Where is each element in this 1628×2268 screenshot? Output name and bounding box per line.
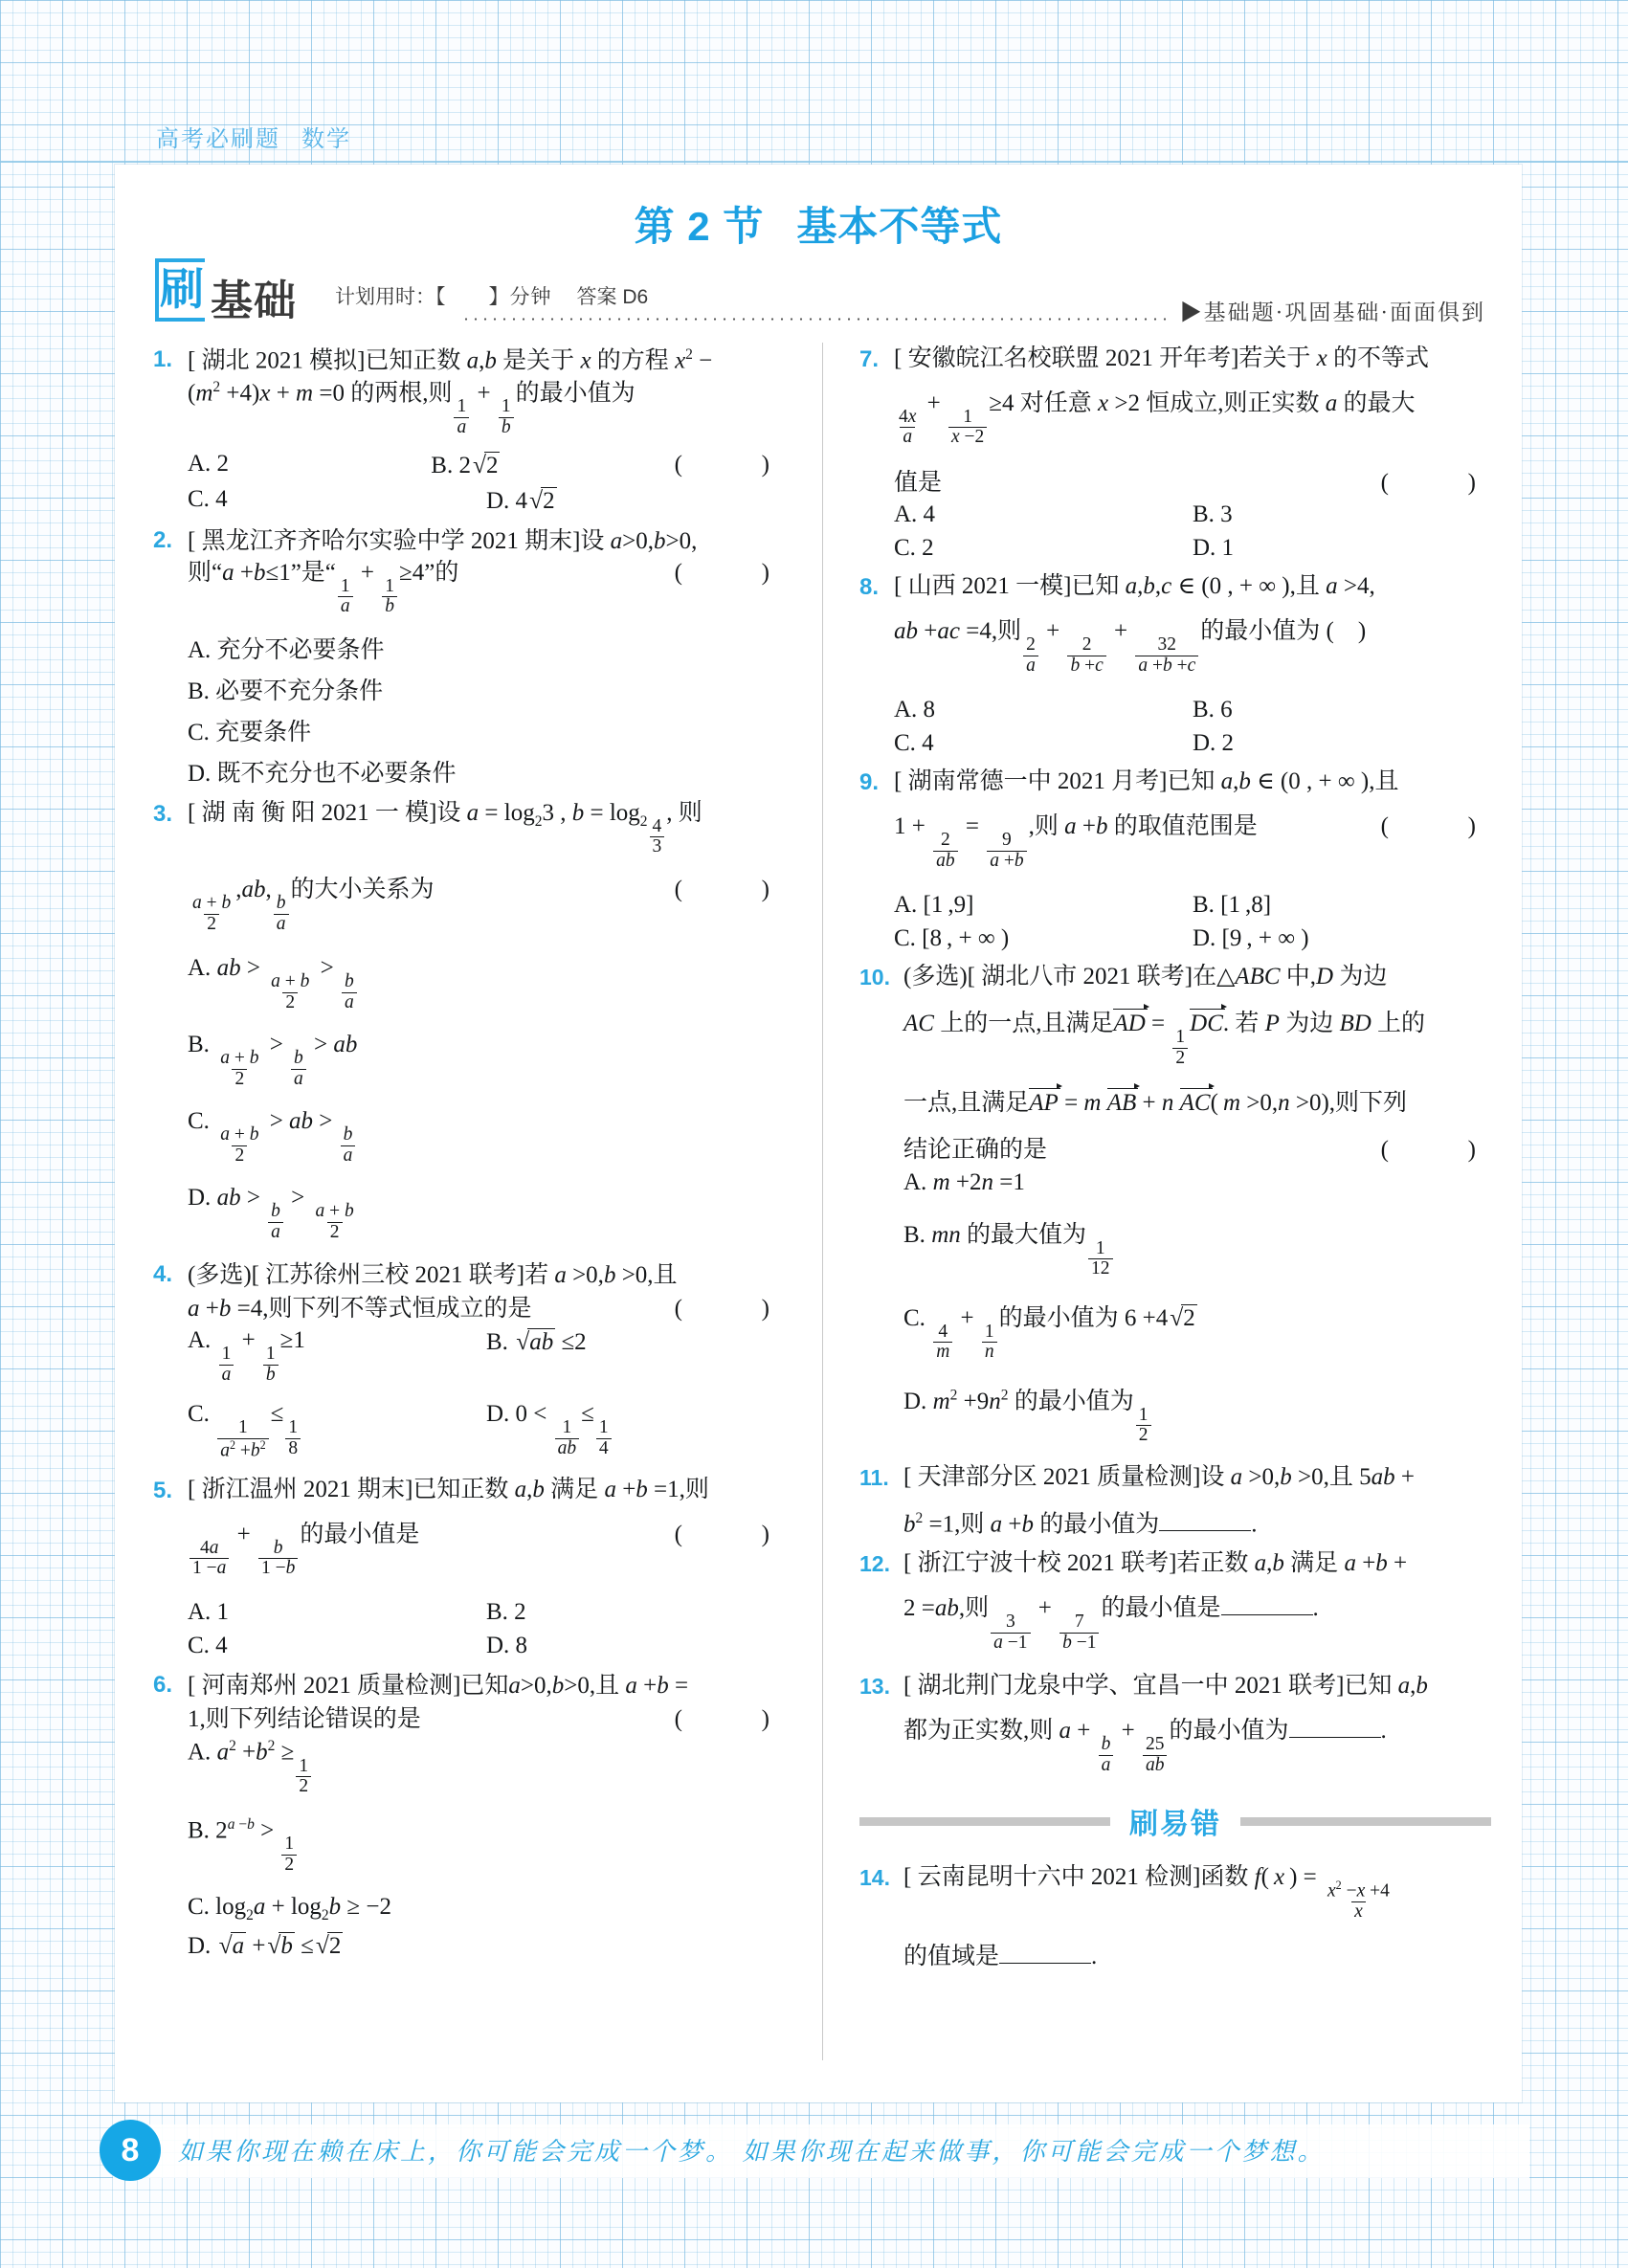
question-2: 2. [ 黑龙江齐齐哈尔实验中学 2021 期末]设 a>0,b>0, 则“a +b≤1”是“ $\frac{1}{a}$ + $\frac{1}{b}$ ≥4”的 ( ) A. 充分不必要条件 B. 必要不充分条件 C. 充要条件 D. 既不充分也不必要条件: [153, 527, 785, 787]
option-d[interactable]: D. √a +√b ≤√2: [188, 1931, 342, 1959]
question-10: 10. (多选)[ 湖北八市 2021 联考]在△ABC 中,D 为边 AC 上的一点,且满足AD = $\frac{1}{2}$ DC . 若 P 为边 BD 上的 一点,且满足AP = m AB + n AC ( m >0,n >0),则下列 结论正确的是 ( ) A. m +2n =1 B. mn 的最大值为 $\frac{1}{12}$ C. $\frac{4}{m}$ + $\frac{1}{n}$ 的最小值为 6 +4√2 D. $m^2 +9n^2$ 的最小值为 $\frac{1}{2}$: [859, 964, 1491, 1446]
section-number: 第 2 节: [634, 204, 765, 249]
question-1: 1. [ 湖北 2021 模拟]已知正数 a,b 是关于 x 的方程 $x^2$ − $(m^2 +4)x + m =0$ 的两根,则 $\frac{1}{a}$ + $\frac{1}{b}$ 的最小值为 ( ) A. 2 B. 2√2 C. 4 D. 4√2: [153, 346, 785, 515]
banner-word: 基础: [211, 278, 297, 324]
question-8: 8. [ 山西 2021 一模]已知 a,b,c ∈ (0 , + ∞ ),且 a >4, ab +ac =4,则 $\frac{2}{a}$ + $\frac{2}{b +c}$ + $\frac{32}{a +b +c}$ 的最小值为 ( ) A. 8 B. 6 C. 4 D. 2: [859, 574, 1491, 757]
question-source: [ 湖北八市 2021 联考]: [967, 964, 1193, 990]
question-number: 11.: [859, 1464, 889, 1490]
answer-bracket[interactable]: ( ): [1380, 813, 1491, 840]
answer-bracket[interactable]: ( ): [674, 1295, 785, 1322]
question-4: 4. (多选)[ 江苏徐州三校 2021 联考]若 a >0,b >0,且 a +b =4,则下列不等式恒成立的是 ( ) A. $\frac{1}{a}$ + $\frac{1}{b}$ ≥1 B. √ab ≤2 C. $\frac{1}{a^2 +b^2}$ ≤ $\frac{1}{8}$ D. 0 < $\frac{1}{ab}$ ≤ $\frac{1}{4}$: [153, 1261, 785, 1461]
book-title: 高考必刷题: [156, 126, 280, 152]
option-a[interactable]: A. $\frac{1}{a}$ + $\frac{1}{b}$ ≥1: [188, 1327, 305, 1385]
multi-choice-tag: (多选): [188, 1262, 252, 1289]
question-source: [ 浙江宁波十校 2021 联考]: [903, 1550, 1177, 1577]
question-number: 1.: [153, 346, 173, 372]
answer-bracket[interactable]: ( ): [1326, 618, 1367, 645]
two-column-body: [153, 346, 1491, 2069]
practice-banner: [155, 258, 1485, 327]
column-divider: [822, 343, 823, 2060]
option-a[interactable]: A. 充分不必要条件: [188, 636, 385, 663]
question-source: [ 黑龙江齐齐哈尔实验中学 2021 期末]: [188, 528, 581, 555]
option-c[interactable]: C. 4: [894, 730, 934, 757]
question-source: [ 云南昆明十六中 2021 检测]: [903, 1864, 1201, 1891]
plan-bracket: 【 】分钟: [435, 286, 552, 308]
question-number: 7.: [859, 346, 880, 372]
left-column: [153, 346, 785, 1972]
option-d[interactable]: D. 0 < $\frac{1}{ab}$ ≤ $\frac{1}{4}$: [486, 1401, 785, 1460]
question-number: 6.: [153, 1672, 173, 1699]
question-9: 9. [ 湖南常德一中 2021 月考]已知 a,b ∈ (0 , + ∞ ),且 1 + $\frac{2}{ab}$ = $\frac{9}{a +b}$ ,则 a +b 的取值范围是 ( ) A. [1 ,9] B. [1 ,8] C. [8 , + ∞ ) D. [9 , + ∞ ): [859, 768, 1491, 952]
option-d[interactable]: D. 4√2: [486, 486, 555, 515]
question-number: 12.: [859, 1551, 890, 1577]
question-number: 4.: [153, 1261, 173, 1288]
option-a[interactable]: A. ab > $\frac{a + b}{2}$ > $\frac{b}{a}$: [188, 955, 785, 1012]
option-a[interactable]: A. 4: [894, 501, 936, 528]
option-b[interactable]: B. $\frac{a + b}{2}$ > $\frac{b}{a}$ > ab: [188, 1032, 358, 1089]
banner-dotted-rule: [461, 318, 1170, 321]
header-rule: [0, 161, 1628, 163]
question-source: [ 湖北 2021 模拟]: [188, 347, 366, 374]
question-6: 6. [ 河南郑州 2021 质量检测]已知a>0,b>0,且 a +b = 1,则下列结论错误的是 ( ) A. $a^2 +b^2$ ≥ $\frac{1}{2}$ B. $2^{a -b}$ > $\frac{1}{2}$ C. $\log_2a + \log_2b \ge -2$ D. √a +√b ≤√2: [153, 1672, 785, 1959]
question-number: 2.: [153, 527, 173, 554]
option-b[interactable]: B. 2√2: [431, 451, 499, 479]
answer-bracket[interactable]: ( ): [1380, 1137, 1491, 1164]
question-13: 13. [ 湖北荆门龙泉中学、宜昌一中 2021 联考]已知 a,b 都为正实数,则 a + $\frac{b}{a}$ + $\frac{25}{ab}$ 的最小值为 .: [859, 1673, 1428, 1775]
answer-blank[interactable]: [1159, 1530, 1251, 1531]
subject-label: 数学: [301, 126, 351, 152]
question-7: 7. [ 安徽皖江名校联盟 2021 开年考]若关于 x 的不等式 $\frac{4x}{a}$ + $\frac{1}{x -2}$ ≥4 对任意 x >2 恒成立,则正实数 a 的最大 值是 ( ) A. 4 B. 3 C. 2 D. 1: [859, 345, 1491, 562]
question-source: [ 天津部分区 2021 质量检测]: [903, 1463, 1201, 1490]
question-source: [ 浙江温州 2021 期末]: [188, 1476, 413, 1502]
option-a[interactable]: A. 2: [188, 451, 230, 478]
question-source: [ 湖南常德一中 2021 月考]: [894, 768, 1168, 795]
answer-bracket[interactable]: ( ): [674, 1521, 785, 1547]
page-footer: [0, 2117, 1628, 2191]
option-b[interactable]: B. 2: [486, 1599, 526, 1626]
question-number: 5.: [153, 1477, 173, 1503]
option-d[interactable]: D. 8: [486, 1633, 528, 1659]
option-b[interactable]: B. √ab ≤2: [486, 1327, 587, 1356]
footer-motto: 如果你现在赖在床上，你可能会完成一个梦。 如果你现在起来做事，你可能会完成一个梦想。: [178, 2138, 1326, 2166]
question-14: 14. [ 云南昆明十六中 2021 检测]函数 f( x ) = $\frac{x^2 -x +4}{x}$ 的值域是 .: [859, 1864, 1390, 1970]
option-d[interactable]: D. 2: [1193, 730, 1235, 757]
option-c[interactable]: C. $\frac{1}{a^2 +b^2}$ ≤ $\frac{1}{8}$: [188, 1401, 486, 1460]
section-title-text: 基本不等式: [796, 204, 1003, 249]
answer-blank[interactable]: [1289, 1737, 1381, 1738]
brush-badge-icon: [155, 258, 205, 322]
option-c[interactable]: C. [8 , + ∞ ): [894, 925, 1010, 952]
question-source: [ 湖北荆门龙泉中学、宜昌一中 2021 联考]: [903, 1673, 1345, 1700]
option-b[interactable]: B. [1 ,8]: [1193, 892, 1272, 919]
plan-label: 计划用时：: [335, 286, 435, 308]
option-c[interactable]: C. 4: [188, 1633, 228, 1659]
option-d[interactable]: D. 既不充分也不必要条件: [188, 760, 457, 787]
option-b[interactable]: B. $2^{a -b}$ > $\frac{1}{2}$: [188, 1816, 785, 1875]
question-number: 9.: [859, 769, 880, 796]
option-c[interactable]: C. $\frac{a + b}{2}$ > ab > $\frac{b}{a}$: [188, 1108, 785, 1166]
option-d[interactable]: D. ab > $\frac{b}{a}$ > $\frac{a + b}{2}$: [188, 1185, 354, 1242]
option-c[interactable]: C. $\log_2a + \log_2b \ge -2$: [188, 1894, 391, 1923]
option-a[interactable]: A. 1: [188, 1599, 230, 1626]
option-a[interactable]: A. m +2n =1: [903, 1168, 1025, 1195]
answer-bracket[interactable]: ( ): [674, 452, 785, 478]
option-c[interactable]: C. $\frac{4}{m}$ + $\frac{1}{n}$ 的最小值为 6 +4√2: [903, 1302, 1195, 1363]
divider-bar-right: [1240, 1817, 1491, 1826]
error-prone-heading: 刷易错: [1129, 1809, 1221, 1841]
option-a[interactable]: A. 8: [894, 697, 936, 723]
question-source: [ 河南郑州 2021 质量检测]: [188, 1673, 461, 1700]
question-number: 14.: [859, 1865, 890, 1891]
banner-tagline: ▶基础题·巩固基础·面面俱到: [1179, 300, 1485, 324]
answer-bracket[interactable]: ( ): [674, 877, 785, 903]
option-a[interactable]: A. [1 ,9]: [894, 892, 974, 919]
running-header: [156, 120, 351, 153]
option-b[interactable]: B. 必要不充分条件: [188, 678, 384, 704]
answer-blank[interactable]: [1221, 1614, 1313, 1615]
question-11: 11. [ 天津部分区 2021 质量检测]设 a >0,b >0,且 5ab + $b^2 =1$,则 a +b 的最小值为 .: [859, 1463, 1415, 1537]
question-number: 13.: [859, 1674, 890, 1700]
question-number: 10.: [859, 965, 890, 990]
brush-badge-char: 刷: [160, 264, 204, 314]
option-b[interactable]: B. mn 的最大值为 $\frac{1}{12}$: [903, 1215, 1491, 1279]
answer-bracket[interactable]: ( ): [674, 559, 785, 586]
option-c[interactable]: C. 2: [894, 535, 934, 562]
question-source: [ 安徽皖江名校联盟 2021 开年考]: [894, 345, 1239, 371]
answer-ref: 答案 D6: [576, 286, 649, 308]
error-prone-divider: [859, 1800, 1491, 1842]
option-c[interactable]: C. 充要条件: [188, 719, 312, 745]
page-title: [115, 195, 1522, 253]
question-12: 12. [ 浙江宁波十校 2021 联考]若正数 a,b 满足 a +b + 2 =ab,则 $\frac{3}{a -1}$ + $\frac{7}{b -1}$ 的最小值是 .: [859, 1550, 1408, 1653]
question-source: [ 山西 2021 一模]: [894, 573, 1072, 600]
answer-bracket[interactable]: ( ): [674, 1705, 785, 1732]
option-b[interactable]: B. 6: [1193, 697, 1233, 723]
answer-blank[interactable]: [999, 1963, 1091, 1964]
option-b[interactable]: B. 3: [1193, 501, 1233, 528]
content-sheet: [115, 165, 1522, 2102]
question-number: 3.: [153, 800, 173, 827]
right-column: [859, 346, 1491, 1985]
question-number: 8.: [859, 574, 880, 601]
plan-time-field: [335, 281, 648, 310]
option-d[interactable]: D. $m^2 +9n^2$ 的最小值为 $\frac{1}{2}$: [903, 1382, 1491, 1446]
option-d[interactable]: D. [9 , + ∞ ): [1193, 925, 1309, 952]
question-5: 5. [ 浙江温州 2021 期末]已知正数 a,b 满足 a +b =1,则 $\frac{4a}{1 -a}$ + $\frac{b}{1 -b}$ 的最小值是 ( ) A. 1 B. 2 C. 4 D. 8: [153, 1476, 785, 1659]
divider-bar-left: [859, 1817, 1110, 1826]
option-d[interactable]: D. 1: [1193, 535, 1235, 562]
option-c[interactable]: C. 4: [188, 486, 228, 513]
page-number-badge: 8: [100, 2120, 161, 2181]
question-3: 3. [ 湖 南 衡 阳 2021 一 模]设 $a = \log_23$ , $b = \log_2$ $\frac{4}{3}$ , 则 $\frac{a + b}{2}$ ,ab, $\frac{b}{a}$ 的大小关系为 ( ) A. ab > $\frac{a + b}{2}$ > $\frac{b}{a}$ B. $\frac{a + b}{2}$ > $\frac{b}{a}$ > ab C. $\frac{a + b}{2}$ > ab > $\frac{b}{a}$ D. ab > $\frac{b}{a}$ > $\frac{a + b}{2}$: [153, 799, 785, 1242]
answer-bracket[interactable]: ( ): [1380, 469, 1491, 496]
option-a[interactable]: A. $a^2 +b^2$ ≥ $\frac{1}{2}$: [188, 1738, 785, 1796]
multi-choice-tag: (多选): [903, 964, 968, 990]
question-source: [ 湖 南 衡 阳 2021 一 模]: [188, 799, 437, 826]
question-source: [ 江苏徐州三校 2021 联考]: [251, 1262, 525, 1289]
